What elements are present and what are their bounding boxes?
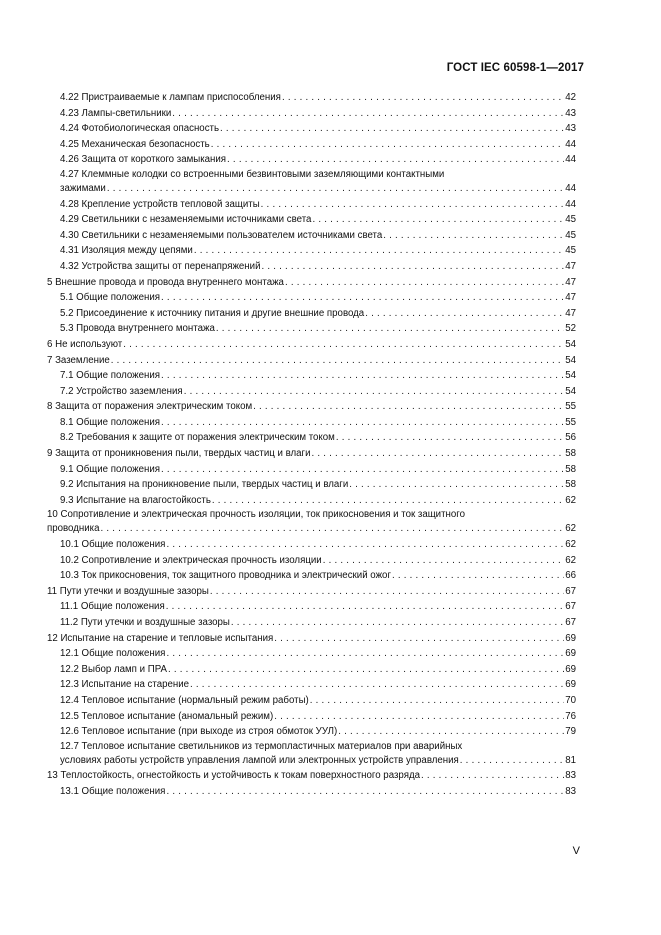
toc-page-number: 62 — [565, 523, 576, 535]
toc-subsection[interactable] — [47, 306, 576, 322]
dot-leader — [184, 384, 565, 400]
dot-leader — [310, 693, 564, 709]
toc-page-number: 43 — [565, 107, 576, 119]
toc-subsection[interactable] — [47, 493, 576, 509]
toc-page-number: 58 — [565, 479, 576, 491]
toc-page-number: 55 — [565, 416, 576, 428]
toc-subsection[interactable] — [47, 384, 576, 400]
toc-subsection[interactable] — [47, 568, 576, 584]
toc-entry-title: 12.5 Тепловое испытание (аномальный режим) — [60, 710, 274, 722]
toc-page-number: 79 — [565, 726, 576, 738]
toc-section[interactable] — [47, 631, 576, 647]
dot-leader — [312, 212, 564, 228]
toc-entry-title: 4.25 Механическая безопасность — [60, 138, 210, 150]
toc-page-number: 81 — [565, 754, 576, 766]
toc-subsection[interactable] — [47, 753, 576, 769]
dot-leader — [220, 121, 564, 137]
toc-subsection[interactable] — [47, 462, 576, 478]
toc-entry-title: 7.2 Устройство заземления — [60, 385, 183, 397]
dot-leader — [323, 553, 565, 569]
toc-entry-title: 7 Заземление — [47, 354, 110, 366]
toc-entry-title: 4.28 Крепление устройств тепловой защиты — [60, 198, 260, 210]
toc-entry-title: 12.2 Выбор ламп и ПРА — [60, 663, 167, 675]
toc-page-number: 44 — [565, 198, 576, 210]
dot-leader — [194, 243, 564, 259]
toc-subsection[interactable] — [47, 368, 576, 384]
toc-page-number: 44 — [565, 154, 576, 166]
toc-page-number: 62 — [565, 494, 576, 506]
toc-subsection[interactable] — [47, 415, 576, 431]
dot-leader — [101, 521, 565, 537]
toc-page-number: 66 — [565, 570, 576, 582]
dot-leader — [161, 290, 564, 306]
toc-page-number: 69 — [565, 679, 576, 691]
toc-entry-title: 8 Защита от поражения электрическим током — [47, 401, 253, 413]
dot-leader — [172, 106, 564, 122]
toc-page-number: 44 — [565, 138, 576, 150]
toc-entry-title: 9.3 Испытание на влагостойкость — [60, 494, 211, 506]
toc-subsection[interactable] — [47, 243, 576, 259]
table-of-contents — [47, 90, 576, 800]
dot-leader — [392, 568, 564, 584]
toc-page-number: 67 — [565, 585, 576, 597]
toc-entry-title: 4.31 Изоляция между цепями — [60, 245, 193, 257]
toc-entry-title: 13 Теплостойкость, огнестойкость и устойчивость к токам поверхностного разряда — [47, 770, 420, 782]
toc-section[interactable] — [47, 446, 576, 462]
toc-entry-title: 10.2 Сопротивление и электрическая прочность изоляции — [60, 554, 322, 566]
toc-page-number: 45 — [565, 229, 576, 241]
toc-subsection[interactable] — [47, 646, 576, 662]
toc-entry-title: 5 Внешние провода и провода внутреннего монтажа — [47, 276, 284, 288]
toc-subsection[interactable] — [47, 553, 576, 569]
dot-leader — [123, 337, 564, 353]
toc-page-number: 43 — [565, 123, 576, 135]
toc-entry-first-line — [47, 740, 576, 753]
dot-leader — [161, 415, 564, 431]
toc-page-number: 54 — [565, 338, 576, 350]
dot-leader — [111, 353, 564, 369]
toc-page-number: 83 — [565, 770, 576, 782]
toc-entry-title: 8.1 Общие положения — [60, 416, 161, 428]
toc-page-number: 83 — [565, 785, 576, 797]
dot-leader — [383, 228, 564, 244]
toc-subsection[interactable] — [47, 181, 576, 197]
toc-entry-title: 10.1 Общие положения — [60, 539, 166, 551]
toc-subsection[interactable] — [47, 693, 576, 709]
dot-leader — [211, 137, 565, 153]
toc-subsection[interactable] — [47, 599, 576, 615]
toc-entry-title: 13.1 Общие положения — [60, 785, 166, 797]
dot-leader — [210, 584, 564, 600]
dot-leader — [338, 724, 564, 740]
dot-leader — [421, 768, 564, 784]
dot-leader — [190, 677, 564, 693]
dot-leader — [166, 599, 565, 615]
toc-entry-title: 10 Сопротивление и электрическая прочность изоляции, ток прикосновения и ток защитного — [47, 509, 465, 521]
toc-subsection[interactable] — [47, 152, 576, 168]
toc-entry-title: 9.1 Общие положения — [60, 463, 161, 475]
toc-entry-title: 4.30 Светильники с незаменяемыми пользователем источниками света — [60, 229, 383, 241]
dot-leader — [227, 152, 564, 168]
toc-entry-title: 5.2 Присоединение к источнику питания и другие внешние провода — [60, 307, 365, 319]
dot-leader — [312, 446, 565, 462]
toc-entry-title: 11.1 Общие положения — [60, 601, 165, 613]
toc-entry-title: условиях работы устройств управления лампой или электронных устройств управления — [60, 754, 459, 766]
toc-section[interactable] — [47, 768, 576, 784]
toc-page-number: 67 — [565, 601, 576, 613]
toc-page-number: 69 — [565, 648, 576, 660]
page-number: V — [572, 845, 580, 857]
toc-page-number: 42 — [565, 92, 576, 103]
dot-leader — [365, 306, 564, 322]
toc-section[interactable] — [47, 337, 576, 353]
toc-entry-title: 4.29 Светильники с незаменяемыми источниками света — [60, 214, 312, 226]
toc-page-number: 54 — [565, 354, 576, 366]
toc-page-number: 76 — [565, 710, 576, 722]
toc-subsection[interactable] — [47, 430, 576, 446]
dot-leader — [336, 430, 564, 446]
toc-entry-title: 12 Испытание на старение и тепловые испытания — [47, 632, 274, 644]
toc-subsection[interactable] — [47, 228, 576, 244]
toc-subsection[interactable] — [47, 90, 576, 106]
toc-subsection[interactable] — [47, 197, 576, 213]
toc-page-number: 47 — [565, 276, 576, 288]
toc-subsection[interactable] — [47, 106, 576, 122]
toc-entry-title: 5.1 Общие положения — [60, 292, 161, 304]
toc-entry-title: 8.2 Требования к защите от поражения электрическим током — [60, 432, 335, 444]
toc-entry-title: 4.23 Лампы-светильники — [60, 107, 172, 119]
toc-page-number: 62 — [565, 554, 576, 566]
toc-subsection[interactable] — [47, 290, 576, 306]
dot-leader — [216, 321, 564, 337]
toc-section[interactable] — [47, 399, 576, 415]
toc-entry-title: проводника — [47, 523, 100, 535]
toc-entry-title: 12.7 Тепловое испытание светильников из термопластичных материалов при аварийных — [60, 740, 463, 752]
toc-subsection[interactable] — [47, 121, 576, 137]
toc-entry-title: 9 Защита от проникновения пыли, твердых частиц и влаги — [47, 448, 311, 460]
toc-entry-title: 4.26 Защита от короткого замыкания — [60, 154, 227, 166]
toc-section[interactable] — [47, 521, 576, 537]
toc-section[interactable] — [47, 584, 576, 600]
toc-page-number: 70 — [565, 694, 576, 706]
dot-leader — [349, 477, 564, 493]
toc-entry-title: 4.32 Устройства защиты от перенапряжений — [60, 260, 261, 272]
dot-leader — [107, 181, 564, 197]
toc-page-number: 67 — [565, 617, 576, 628]
toc-page-number: 47 — [565, 292, 576, 304]
toc-page-number: 54 — [565, 370, 576, 382]
toc-entry-title: 10.3 Ток прикосновения, ток защитного проводника и электрический ожог — [60, 570, 391, 582]
dot-leader — [261, 197, 565, 213]
toc-entry-title: 12.1 Общие положения — [60, 648, 166, 660]
toc-page-number: 58 — [565, 463, 576, 475]
toc-entry-title: 11 Пути утечки и воздушные зазоры — [47, 585, 209, 597]
dot-leader — [274, 631, 564, 647]
dot-leader — [168, 662, 564, 678]
toc-entry-title: 5.3 Провода внутреннего монтажа — [60, 323, 215, 335]
toc-subsection[interactable] — [47, 784, 576, 800]
toc-page-number: 44 — [565, 182, 576, 194]
toc-entry-title: 4.22 Пристраиваемые к лампам приспособления — [60, 92, 281, 103]
toc-page-number: 47 — [565, 307, 576, 319]
toc-entry-title: 9.2 Испытания на проникновение пыли, твердых частиц и влаги — [60, 479, 349, 491]
toc-entry-first-line — [47, 508, 576, 521]
toc-entry-title: 11.2 Пути утечки и воздушные зазоры — [60, 617, 230, 628]
toc-subsection[interactable] — [47, 662, 576, 678]
dot-leader — [166, 784, 564, 800]
dot-leader — [231, 615, 564, 631]
toc-entry-title: 6 Не используют — [47, 338, 123, 350]
toc-page-number: 55 — [565, 401, 576, 413]
toc-subsection[interactable] — [47, 259, 576, 275]
dot-leader — [261, 259, 564, 275]
toc-subsection[interactable] — [47, 321, 576, 337]
dot-leader — [212, 493, 564, 509]
toc-entry-title: 4.27 Клеммные колодки со встроенными безвинтовыми заземляющими контактными — [60, 168, 445, 180]
toc-entry-first-line — [47, 168, 576, 181]
toc-entry-title: 4.24 Фотобиологическая опасность — [60, 123, 220, 135]
toc-subsection[interactable] — [47, 137, 576, 153]
toc-page-number: 56 — [565, 432, 576, 444]
toc-page-number: 45 — [565, 245, 576, 257]
toc-subsection[interactable] — [47, 212, 576, 228]
toc-entry-title: 12.3 Испытание на старение — [60, 679, 190, 691]
toc-page-number: 69 — [565, 632, 576, 644]
toc-page-number: 45 — [565, 214, 576, 226]
toc-entry-title: зажимами — [60, 182, 106, 194]
document-header: ГОСТ IEC 60598-1—2017 — [446, 62, 584, 74]
dot-leader — [166, 537, 564, 553]
dot-leader — [166, 646, 564, 662]
dot-leader — [161, 368, 564, 384]
toc-subsection[interactable] — [47, 724, 576, 740]
toc-page-number: 52 — [565, 323, 576, 335]
toc-entry-title: 12.6 Тепловое испытание (при выходе из строя обмоток УУЛ) — [60, 726, 338, 738]
toc-subsection[interactable] — [47, 709, 576, 725]
toc-page-number: 58 — [565, 448, 576, 460]
toc-page-number: 69 — [565, 663, 576, 675]
dot-leader — [253, 399, 564, 415]
dot-leader — [460, 753, 564, 769]
toc-page-number: 54 — [565, 385, 576, 397]
toc-section[interactable] — [47, 353, 576, 369]
toc-section[interactable] — [47, 275, 576, 291]
toc-subsection[interactable] — [47, 677, 576, 693]
dot-leader — [285, 275, 564, 291]
dot-leader — [282, 90, 564, 106]
toc-entry-title: 12.4 Тепловое испытание (нормальный режим работы) — [60, 694, 309, 706]
toc-subsection[interactable] — [47, 537, 576, 553]
toc-subsection[interactable] — [47, 615, 576, 631]
toc-subsection[interactable] — [47, 477, 576, 493]
toc-page-number: 62 — [565, 539, 576, 551]
dot-leader — [274, 709, 564, 725]
toc-page-number: 47 — [565, 260, 576, 272]
toc-entry-title: 7.1 Общие положения — [60, 370, 161, 382]
dot-leader — [161, 462, 564, 478]
